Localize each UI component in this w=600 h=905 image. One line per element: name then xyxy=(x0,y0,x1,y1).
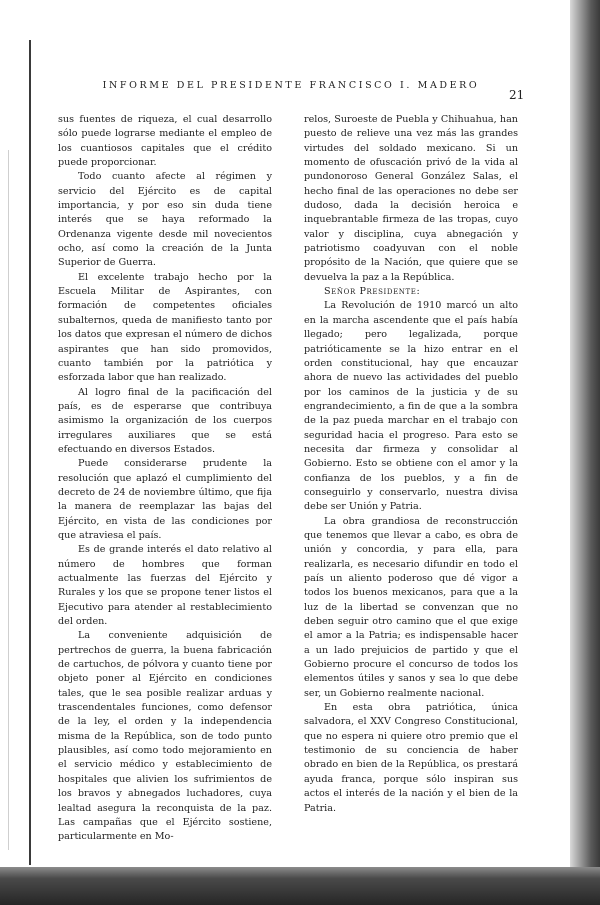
running-title: INFORME DEL PRESIDENTE FRANCISCO I. MADERO xyxy=(102,80,480,91)
paragraph: Es de grande interés el dato relativo al número de hombres que forman actualmente las fuerzas del Ejército y Rurales y los que se propone tener listos el Ejecutivo para atender al restablecimiento del orden. xyxy=(58,544,272,628)
paragraph: La Revolución de 1910 marcó un alto en la marcha ascendente que el país había llegado; pero legalizada, porque patrióticamente se la hizo entrar en el orden constitucional, hay que encauzar ahora de nuevo las actividades del pueblo por los caminos de la justicia y de su engrandecimiento, a fin de que a la sombra de la paz pueda marchar en el trabajo con seguridad hacia el progreso. Para esto se necesita dar firmeza y consolidar al Gobierno. Esto se obtiene con el amor y la confianza de los pueblos, y a fin de conseguirlo y conservarlo, nuestra divisa debe ser Unión y Patria. xyxy=(304,300,518,513)
page-number: 21 xyxy=(509,88,525,102)
paragraph: Todo cuanto afecte al régimen y servicio del Ejército es de capital importancia, y por eso sin duda tiene interés que se haya reformado la Ordenanza vigente desde mil novecientos ocho, así como la creación de la Junta Superior de Guerra. xyxy=(58,171,272,269)
paragraph: Al logro final de la pacificación del país, es de esperarse que contribuya asimismo la organización de los cuerpos irregulares auxiliares que se está efectuando en diversos Estados. xyxy=(58,386,272,455)
scan-edge-shadow xyxy=(8,150,9,850)
right-column xyxy=(304,113,518,816)
paragraph: sus fuentes de riqueza, el cual desarrollo sólo puede lograrse mediante el empleo de los cuantiosos capitales que el crédito puede proporcionar. xyxy=(58,114,272,169)
salutation: Señor Presidente: xyxy=(324,286,421,298)
paragraph: Puede considerarse prudente la resolución que aplazó el cumplimiento del decreto de 24 de noviembre último, que fija la manera de reemplazar las bajas del Ejército, en vista de las condiciones por que atraviesa el país. xyxy=(58,458,272,541)
scan-border-right xyxy=(570,0,600,905)
scan-border-bottom xyxy=(0,867,600,905)
paragraph: En esta obra patriótica, única salvadora, el XXV Congreso Constitucional, que no espera ni quiere otro premio que el testimonio de su conciencia de haber obrado en bien de la República, os prestará ayuda franca, porque sólo inspiran sus actos el interés de la nación y el bien de la Patria. xyxy=(304,702,518,814)
left-column xyxy=(58,113,272,845)
paragraph: relos, Suroeste de Puebla y Chihuahua, han puesto de relieve una vez más las grandes virtudes del soldado mexicano. Si un momento de ofuscación privó de la vida al pundonoroso General González Salas, el hecho final de las operaciones no debe ser dudoso, dada la decisión heroica e inquebrantable firmeza de las tropas, cuyo valor y disciplina, cuya abnegación y patriotismo coadyuvan con el noble propósito de la Nación, que quiere que se devuelva la paz a la República. xyxy=(304,114,518,283)
binding-edge-line xyxy=(29,40,31,865)
paragraph: La obra grandiosa de reconstrucción que tenemos que llevar a cabo, es obra de unión y concordia, y para ella, para realizarla, es necesario difundir en todo el país un aliento poderoso que dé vigor a todos los buenos mexicanos, para que a la luz de la libertad se convenzan que no deben seguir otro camino que el que exige el amor a la Patria; es indispensable hacer a un lado prejuicios de partido y que el Gobierno procure el concurso de todos los elementos útiles y sanos y sea lo que debe ser, un Gobierno realmente nacional. xyxy=(304,515,518,699)
paragraph: La conveniente adquisición de pertrechos de guerra, la buena fabricación de cartuchos, de pólvora y cuanto tiene por objeto poner al Ejército en condiciones tales, que le sea posible realizar arduas y trascendentales funciones, como defensor de la ley, el orden y la independencia misma de la República, son de todo punto plausibles, así como todo mejoramiento en el servicio médico y establecimiento de hospitales que alivien los sufrimientos de los bravos y abnegados luchadores, cuya lealtad asegura la reconquista de la paz. Las campañas que el Ejército sostiene, particularmente en Mo- xyxy=(58,630,272,843)
paragraph: El excelente trabajo hecho por la Escuela Militar de Aspirantes, con formación de competentes oficiales subalternos, queda de manifiesto tanto por los datos que expresan el número de dichos aspirantes que han sido promovidos, cuanto también por la patriótica y esforzada labor que han realizado. xyxy=(58,271,272,384)
